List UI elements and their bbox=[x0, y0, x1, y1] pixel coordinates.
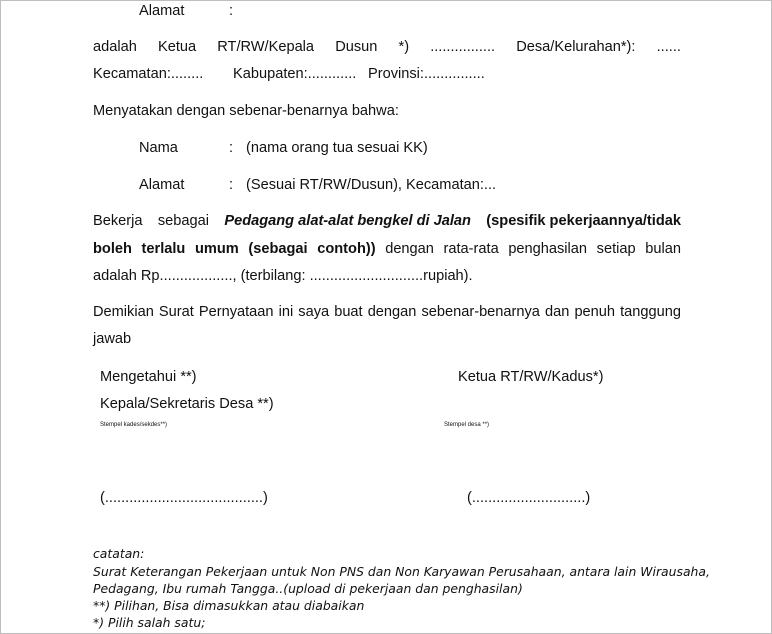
kepala-desa-title: Kepala/Sekretaris Desa **) bbox=[100, 396, 274, 412]
catatan-title: catatan: bbox=[93, 546, 145, 561]
word: ini bbox=[278, 304, 294, 320]
word: buat bbox=[334, 304, 363, 320]
word: rata-rata bbox=[443, 241, 499, 257]
word: Ketua bbox=[157, 39, 197, 55]
right-signature-blank: (............................) bbox=[467, 490, 591, 506]
word: umum bbox=[194, 241, 239, 257]
word: adalah bbox=[93, 39, 137, 55]
word: (sebagai bbox=[248, 241, 308, 257]
penghasilan-line: adalah Rp.................., (terbilang: ............................rupiah). bbox=[93, 268, 473, 284]
job-note: (spesifik pekerjaannya/tidak bbox=[486, 213, 681, 229]
word: RT/RW/Kepala bbox=[217, 39, 315, 55]
word: penghasilan bbox=[508, 241, 588, 257]
alamat-top-colon: : bbox=[229, 3, 234, 19]
catatan-line-1: Surat Keterangan Pekerjaan untuk Non PNS dan Non Karyawan Perusahaan, antara lain Wirausaha, bbox=[93, 564, 710, 579]
word: contoh)) bbox=[317, 241, 376, 257]
bekerja-line-2 bbox=[93, 241, 681, 257]
catatan-line-3: **) Pilihan, Bisa dimasukkan atau diabaikan bbox=[93, 598, 365, 613]
word: penuh bbox=[574, 304, 616, 320]
word: Bekerja bbox=[93, 213, 143, 229]
stempel-desa-label: Stempel desa **) bbox=[444, 422, 490, 428]
word: Surat bbox=[158, 304, 194, 320]
stempel-kades-label: Stempel kades/sekdes**) bbox=[100, 422, 168, 428]
job-title: Pedagang alat-alat bengkel di Jalan bbox=[224, 213, 471, 229]
kabupaten-field: Kabupaten:............ bbox=[233, 66, 357, 82]
kecamatan-field: Kecamatan:........ bbox=[93, 66, 204, 82]
left-signature-blank: (.......................................) bbox=[100, 490, 268, 506]
alamat-top-label: Alamat bbox=[139, 3, 185, 19]
word: Pernyataan bbox=[198, 304, 274, 320]
word: dengan bbox=[385, 241, 434, 257]
word: bulan bbox=[645, 241, 681, 257]
word: sebagai bbox=[157, 213, 209, 229]
bekerja-line-1 bbox=[93, 213, 681, 229]
alamat-colon: : bbox=[229, 177, 234, 193]
menyatakan-text: Menyatakan dengan sebenar-benarnya bahwa: bbox=[93, 103, 399, 119]
demikian-line-2: jawab bbox=[93, 331, 132, 347]
nama-value: (nama orang tua sesuai KK) bbox=[246, 140, 428, 156]
ketua-line-1 bbox=[93, 39, 681, 55]
word: Dusun bbox=[335, 39, 378, 55]
word: *) bbox=[398, 39, 410, 55]
mengetahui-title: Mengetahui **) bbox=[100, 369, 197, 385]
word: terlalu bbox=[141, 241, 186, 257]
word: dengan bbox=[367, 304, 417, 320]
word: ................ bbox=[430, 39, 496, 55]
ketua-rt-title: Ketua RT/RW/Kadus*) bbox=[458, 369, 604, 385]
word: Demikian bbox=[93, 304, 154, 320]
nama-colon: : bbox=[229, 140, 234, 156]
word: Desa/Kelurahan*): bbox=[516, 39, 636, 55]
word: tanggung bbox=[620, 304, 681, 320]
alamat-value: (Sesuai RT/RW/Dusun), Kecamatan:... bbox=[246, 177, 497, 193]
alamat-label: Alamat bbox=[139, 177, 185, 193]
catatan-line-4: *) Pilih salah satu; bbox=[93, 615, 206, 630]
word: boleh bbox=[93, 241, 132, 257]
word: saya bbox=[298, 304, 330, 320]
demikian-line-1 bbox=[93, 304, 681, 320]
word: setiap bbox=[596, 241, 636, 257]
nama-label: Nama bbox=[139, 140, 178, 156]
provinsi-field: Provinsi:............... bbox=[368, 66, 485, 82]
word: ...... bbox=[656, 39, 681, 55]
word: dan bbox=[545, 304, 570, 320]
word: sebenar-benarnya bbox=[421, 304, 540, 320]
catatan-line-2: Pedagang, Ibu rumah Tangga..(upload di pekerjaan dan penghasilan) bbox=[93, 581, 523, 596]
